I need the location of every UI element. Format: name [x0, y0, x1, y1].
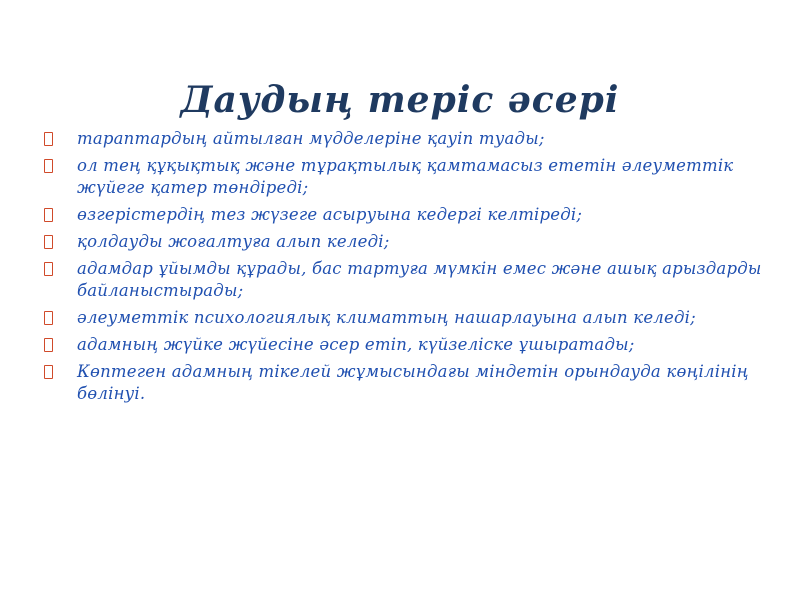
slide-title: Даудың теріс әсері [180, 79, 620, 121]
bullet-text: адамдар ұйымды құрады, бас тартуға мүмкін емес және ашық арыздарды байланыстырады; [77, 259, 762, 300]
bullet-text: өзгерістердің тез жүзеге асыруына кедергі келтіреді; [77, 205, 583, 224]
bullet-item [44, 155, 774, 199]
bullet-item [44, 361, 774, 405]
bullet-marker-icon [44, 365, 53, 379]
bullet-marker-icon [44, 208, 53, 222]
bullet-text: әлеуметтік психологиялық климаттың нашарлауына алып келеді; [77, 308, 696, 327]
bullet-text: адамның жүйке жүйесіне әсер етіп, күйзеліске ұшыратады; [77, 335, 635, 354]
bullet-item [44, 128, 774, 150]
bullet-item [44, 334, 774, 356]
bullet-marker-icon [44, 338, 53, 352]
bullet-marker-icon [44, 235, 53, 249]
bullet-text: ол тең құқықтық және тұрақтылық қамтамасыз ететін әлеуметтік жүйеге қатер төндіреді; [77, 156, 734, 197]
bullet-marker-icon [44, 159, 53, 173]
bullet-marker-icon [44, 132, 53, 146]
bullet-item [44, 204, 774, 226]
bullet-list [44, 128, 774, 410]
bullet-item [44, 258, 774, 302]
bullet-item [44, 231, 774, 253]
bullet-text: тараптардың айтылған мүдделеріне қауіп туады; [77, 129, 545, 148]
bullet-item [44, 307, 774, 329]
bullet-text: Көптеген адамның тікелей жұмысындағы міндетін орындауда көңілінің бөлінуі. [77, 362, 749, 403]
bullet-text: қолдауды жоғалтуға алып келеді; [77, 232, 390, 251]
bullet-marker-icon [44, 262, 53, 276]
bullet-marker-icon [44, 311, 53, 325]
